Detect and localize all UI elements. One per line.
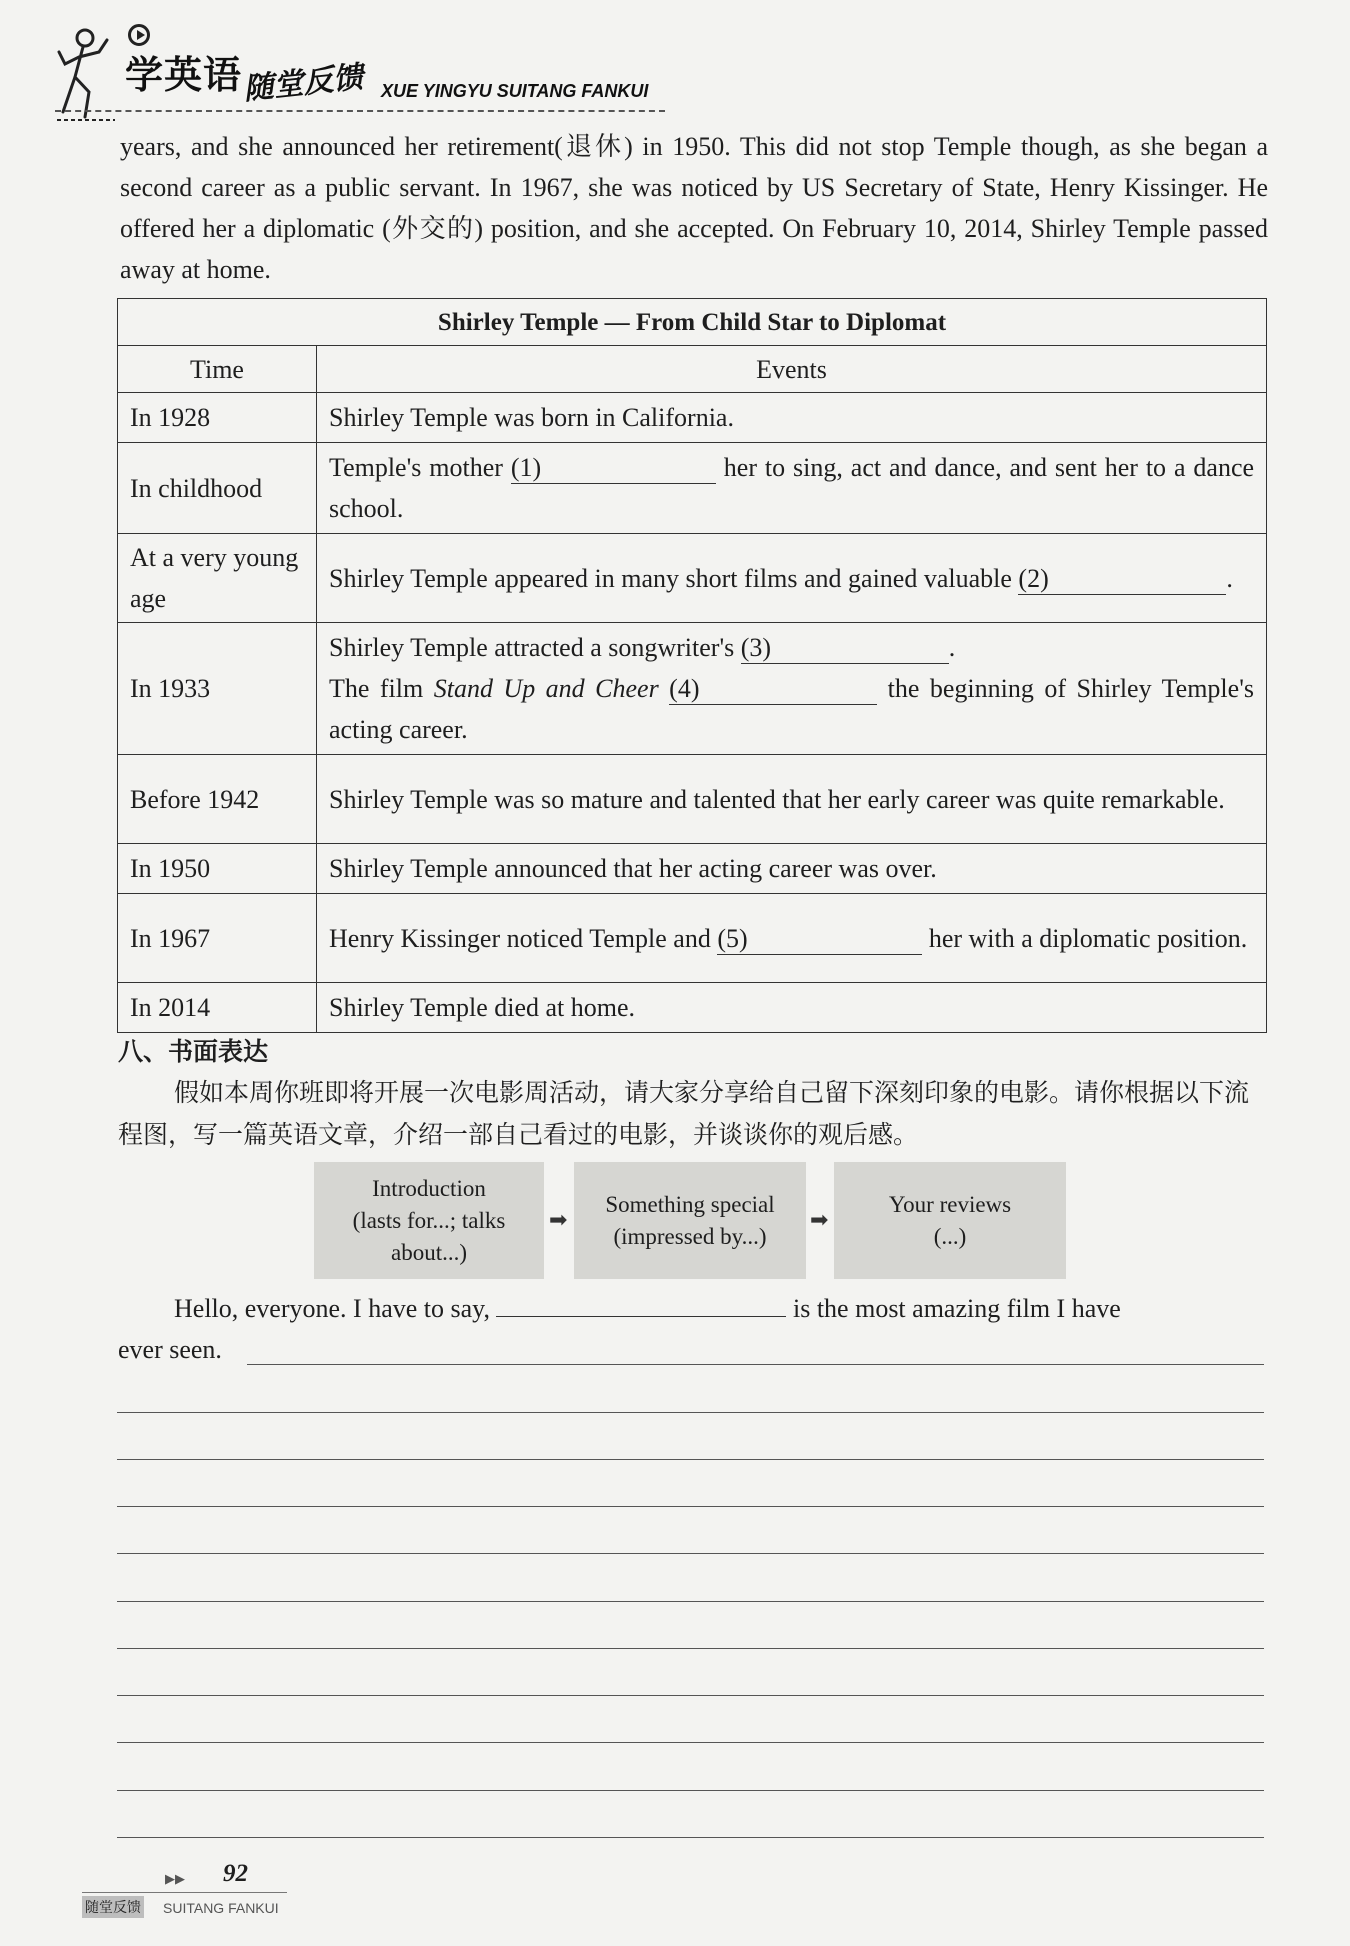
flow-step-hint: (lasts for...; talks [352, 1207, 506, 1233]
flow-step-label: Something special [605, 1191, 775, 1217]
row-event [317, 623, 1267, 755]
flow-step-introduction [314, 1162, 544, 1279]
events-table [117, 298, 1267, 1033]
event-text: Shirley Temple appeared in many short films and gained valuable [329, 563, 1012, 593]
flow-arrow-icon: ➡ [549, 1208, 568, 1233]
answer-blank-4[interactable] [669, 674, 877, 705]
flow-step-hint: (...) [933, 1223, 967, 1249]
play-icon [128, 24, 150, 46]
writing-line[interactable] [117, 1837, 1264, 1838]
flow-step-label: Introduction [372, 1175, 486, 1201]
row-event [317, 443, 1267, 534]
double-arrow-icon: ▶▶ [165, 1872, 185, 1887]
section-title: 八、书面表达 [118, 1037, 269, 1066]
film-name-blank[interactable] [496, 1316, 786, 1317]
brand-subtitle: 随堂反馈 [241, 59, 365, 108]
event-text: . [948, 633, 956, 662]
row-time: In 1950 [118, 844, 317, 894]
row-event: Shirley Temple announced that her acting career was over. [317, 844, 1267, 894]
brand-pinyin: XUE YINGYU SUITANG FANKUI [381, 81, 649, 101]
flow-step-special [574, 1162, 806, 1279]
row-time: Before 1942 [118, 755, 317, 844]
table-row [118, 983, 1267, 1033]
writing-line[interactable] [117, 1790, 1264, 1791]
row-time: At a very young age [118, 534, 317, 623]
writing-prompt [118, 1288, 1268, 1370]
table-row [118, 393, 1267, 443]
writing-line[interactable] [247, 1364, 1264, 1365]
event-text: . [1226, 563, 1233, 593]
blank-number: (2) [1018, 563, 1049, 593]
row-event [317, 894, 1267, 983]
flow-step-label: Your reviews [888, 1191, 1012, 1217]
passage-text: years, and she announced her retirement(退休) in 1950. This did not stop Temple though, as she began a second career as a public servant. In 1967, she was noticed by US Secretary of State, Henry Kissinger. He offered her a diplomatic (外交的) position, and she accepted. On February 10, 2014, Shirley Temple passed away at home. [120, 132, 1268, 284]
row-time: In 2014 [118, 983, 317, 1033]
writing-line[interactable] [117, 1695, 1264, 1696]
blank-number: (3) [740, 633, 772, 662]
prompt-text: ever seen. [118, 1335, 222, 1364]
event-text: Shirley Temple attracted a songwriter's [329, 633, 735, 662]
table-row [118, 623, 1267, 755]
row-time: In 1928 [118, 393, 317, 443]
event-text: The film [329, 674, 424, 703]
row-event: Shirley Temple was so mature and talented that her early career was quite remarkable. [317, 755, 1267, 844]
writing-line[interactable] [117, 1459, 1264, 1460]
film-title: Stand Up and Cheer [433, 674, 659, 703]
brand-title: 学英语 [125, 53, 243, 97]
table-row [118, 844, 1267, 894]
table-row [118, 755, 1267, 844]
writing-line[interactable] [117, 1601, 1264, 1602]
answer-blank-1[interactable] [511, 453, 716, 484]
row-time: In 1967 [118, 894, 317, 983]
event-text: the beginning of Shirley Temple's acting career. [329, 674, 1255, 744]
row-time: In childhood [118, 443, 317, 534]
prompt-text: is the most amazing film I have [792, 1294, 1121, 1323]
page-number: 92 [223, 1860, 248, 1887]
flow-step-reviews [834, 1162, 1066, 1279]
row-event: Shirley Temple died at home. [317, 983, 1267, 1033]
runner-logo-icon [55, 22, 125, 122]
blank-number: (5) [717, 923, 748, 953]
writing-line[interactable] [117, 1412, 1264, 1413]
event-text: Temple's mother [329, 453, 503, 482]
page-header [55, 14, 675, 124]
section-instruction: 假如本周你班即将开展一次电影周活动，请大家分享给自己留下深刻印象的电影。请你根据以下流程图，写一篇英语文章，介绍一部自己看过的电影，并谈谈你的观后感。 [118, 1078, 1250, 1149]
flow-step-hint: about...) [390, 1239, 467, 1265]
table-row [118, 534, 1267, 623]
writing-line[interactable] [117, 1742, 1264, 1743]
event-text: her to sing, act and dance, and sent her to a dance school. [329, 453, 1255, 523]
row-time: In 1933 [118, 623, 317, 755]
flow-step-hint: (impressed by...) [613, 1223, 767, 1249]
row-event [317, 534, 1267, 623]
writing-line[interactable] [117, 1553, 1264, 1554]
event-text: Henry Kissinger noticed Temple and [329, 923, 711, 953]
table-row [118, 443, 1267, 534]
writing-line[interactable] [117, 1648, 1264, 1649]
column-header-time: Time [118, 346, 317, 393]
column-header-events: Events [317, 346, 1267, 393]
prompt-text: Hello, everyone. I have to say, [174, 1294, 490, 1323]
blank-number: (1) [510, 453, 542, 482]
answer-blank-5[interactable] [717, 924, 922, 955]
blank-number: (4) [669, 674, 700, 703]
answer-blank-2[interactable] [1018, 564, 1226, 595]
header-divider [55, 110, 665, 112]
footer-label-en: SUITANG FANKUI [163, 1900, 279, 1916]
footer-label-cn: 随堂反馈 [82, 1896, 144, 1918]
table-title: Shirley Temple — From Child Star to Diplomat [118, 299, 1267, 346]
answer-blank-3[interactable] [741, 633, 949, 664]
writing-line[interactable] [117, 1506, 1264, 1507]
row-event: Shirley Temple was born in California. [317, 393, 1267, 443]
event-text: her with a diplomatic position. [928, 923, 1248, 953]
flow-arrow-icon: ➡ [810, 1208, 829, 1233]
table-row [118, 894, 1267, 983]
footer-divider [82, 1892, 287, 1893]
